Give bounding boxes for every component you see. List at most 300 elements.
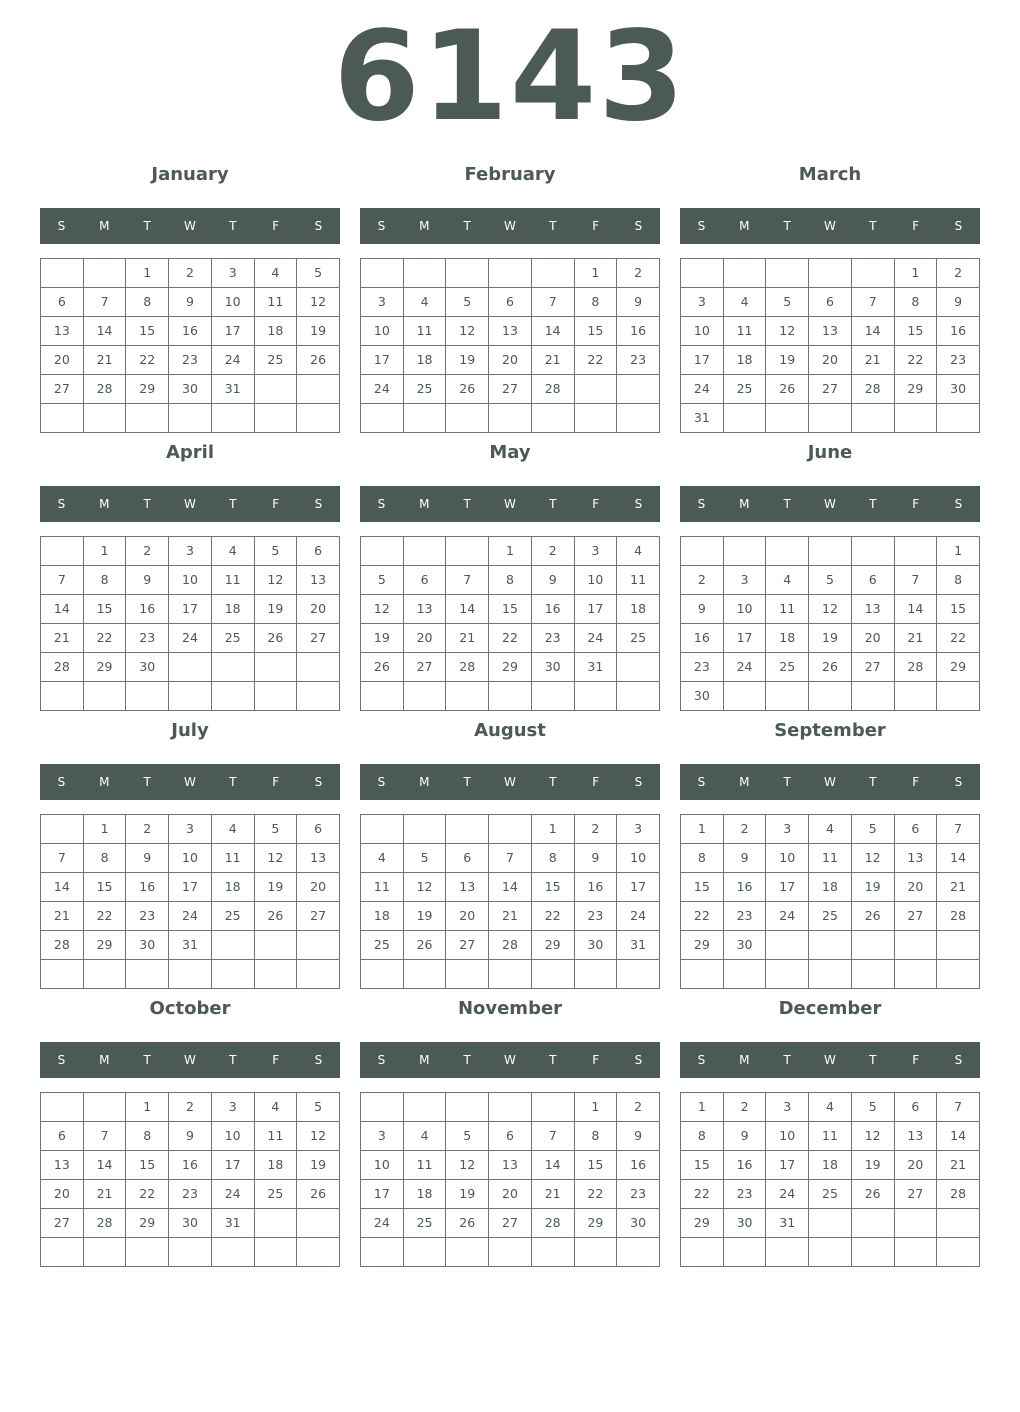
weekday-header: W	[504, 219, 516, 233]
day-cell: 17	[169, 595, 212, 624]
day-cell: 15	[681, 873, 724, 902]
weekday-header-bar	[360, 208, 660, 244]
day-cell: 3	[169, 537, 212, 566]
day-cell: 8	[83, 844, 126, 873]
day-cell	[83, 682, 126, 711]
weekday-header: M	[99, 775, 110, 789]
week-row	[41, 815, 340, 844]
day-cell: 21	[531, 1180, 574, 1209]
day-cell: 30	[169, 375, 212, 404]
day-cell	[766, 537, 809, 566]
day-cell	[83, 404, 126, 433]
day-cell: 15	[126, 317, 169, 346]
day-cell	[766, 931, 809, 960]
day-cell	[937, 404, 980, 433]
day-cell: 30	[574, 931, 617, 960]
day-cell: 9	[126, 566, 169, 595]
day-cell: 17	[574, 595, 617, 624]
day-cell: 14	[937, 1122, 980, 1151]
weekday-header: T	[143, 497, 151, 511]
day-cell: 12	[254, 844, 297, 873]
week-row	[41, 931, 340, 960]
day-cell: 30	[617, 1209, 660, 1238]
day-cell: 30	[126, 931, 169, 960]
day-cell: 8	[894, 288, 937, 317]
day-cell	[937, 960, 980, 989]
week-row	[681, 1180, 980, 1209]
day-cell	[126, 404, 169, 433]
day-cell: 29	[574, 1209, 617, 1238]
day-cell: 23	[126, 902, 169, 931]
day-cell	[126, 960, 169, 989]
day-cell	[361, 815, 404, 844]
weekday-header: T	[549, 775, 557, 789]
week-row	[361, 682, 660, 711]
day-cell: 10	[766, 844, 809, 873]
day-cell	[851, 682, 894, 711]
day-cell	[681, 537, 724, 566]
week-row	[681, 931, 980, 960]
day-cell: 23	[681, 653, 724, 682]
day-cell: 13	[41, 1151, 84, 1180]
day-cell: 12	[297, 1122, 340, 1151]
month-name: November	[457, 998, 563, 1019]
day-cell: 4	[254, 259, 297, 288]
day-cell: 20	[41, 346, 84, 375]
day-cell: 26	[297, 1180, 340, 1209]
day-cell: 2	[531, 537, 574, 566]
day-cell: 4	[403, 288, 446, 317]
day-cell: 22	[574, 346, 617, 375]
weekday-header: T	[463, 1053, 471, 1067]
weekday-header-bar	[40, 764, 340, 800]
day-cell: 9	[617, 288, 660, 317]
day-grid	[40, 258, 340, 433]
day-cell	[211, 682, 254, 711]
day-cell: 3	[211, 259, 254, 288]
day-cell: 12	[254, 566, 297, 595]
day-cell	[574, 960, 617, 989]
day-cell	[403, 537, 446, 566]
day-cell: 23	[574, 902, 617, 931]
day-cell: 13	[297, 566, 340, 595]
day-cell: 9	[937, 288, 980, 317]
day-cell: 12	[446, 1151, 489, 1180]
day-cell	[403, 404, 446, 433]
week-row	[681, 537, 980, 566]
day-grid	[360, 814, 660, 989]
day-cell: 10	[617, 844, 660, 873]
day-cell: 7	[937, 1093, 980, 1122]
day-grid	[360, 1092, 660, 1267]
day-cell: 22	[83, 902, 126, 931]
day-cell	[766, 404, 809, 433]
day-cell: 24	[361, 375, 404, 404]
day-cell: 6	[41, 1122, 84, 1151]
weekday-header: T	[783, 775, 791, 789]
day-cell: 15	[489, 595, 532, 624]
day-cell	[83, 259, 126, 288]
day-cell: 30	[723, 931, 766, 960]
day-cell: 24	[617, 902, 660, 931]
weekday-header: S	[634, 497, 643, 511]
day-cell: 2	[574, 815, 617, 844]
day-cell	[894, 1209, 937, 1238]
day-cell: 11	[809, 1122, 852, 1151]
weekday-header-bar	[680, 764, 980, 800]
day-grid	[680, 1092, 980, 1267]
day-cell: 5	[766, 288, 809, 317]
day-cell: 29	[489, 653, 532, 682]
day-cell	[297, 1209, 340, 1238]
weekday-header: S	[377, 1053, 386, 1067]
day-cell	[851, 537, 894, 566]
week-row	[41, 404, 340, 433]
day-cell: 15	[83, 873, 126, 902]
day-cell: 18	[617, 595, 660, 624]
day-cell: 2	[723, 815, 766, 844]
day-cell: 28	[937, 902, 980, 931]
day-cell	[617, 960, 660, 989]
day-cell: 26	[254, 902, 297, 931]
day-cell	[41, 960, 84, 989]
day-cell: 16	[126, 873, 169, 902]
day-cell: 14	[851, 317, 894, 346]
day-cell: 16	[574, 873, 617, 902]
day-cell: 25	[617, 624, 660, 653]
week-row	[361, 566, 660, 595]
day-cell: 22	[681, 1180, 724, 1209]
day-cell	[723, 960, 766, 989]
day-cell	[894, 960, 937, 989]
day-cell: 25	[361, 931, 404, 960]
day-cell	[574, 404, 617, 433]
weekday-header-bar	[360, 1042, 660, 1078]
day-cell: 20	[297, 595, 340, 624]
day-cell	[617, 1238, 660, 1267]
day-cell: 12	[446, 317, 489, 346]
day-cell: 5	[361, 566, 404, 595]
day-cell: 13	[446, 873, 489, 902]
week-row	[361, 653, 660, 682]
week-row	[681, 1209, 980, 1238]
day-cell: 7	[937, 815, 980, 844]
day-cell	[531, 682, 574, 711]
week-row	[681, 653, 980, 682]
week-row	[361, 873, 660, 902]
weekday-header-bar	[680, 1042, 980, 1078]
day-cell: 30	[169, 1209, 212, 1238]
day-cell: 1	[574, 259, 617, 288]
day-cell	[446, 404, 489, 433]
day-cell: 11	[254, 288, 297, 317]
weekday-header: S	[954, 219, 963, 233]
day-cell: 5	[254, 815, 297, 844]
day-cell: 23	[723, 902, 766, 931]
day-cell: 17	[169, 873, 212, 902]
day-cell	[403, 1238, 446, 1267]
weekday-header: F	[592, 1053, 600, 1067]
week-row	[41, 595, 340, 624]
day-cell	[937, 682, 980, 711]
week-row	[681, 317, 980, 346]
day-cell	[41, 1238, 84, 1267]
weekday-header: S	[57, 219, 66, 233]
day-cell: 3	[766, 1093, 809, 1122]
day-cell: 18	[766, 624, 809, 653]
day-cell	[617, 682, 660, 711]
day-cell	[617, 653, 660, 682]
day-cell: 6	[851, 566, 894, 595]
day-cell: 26	[446, 1209, 489, 1238]
weekday-header: M	[99, 1053, 110, 1067]
day-cell: 21	[41, 624, 84, 653]
day-cell	[531, 259, 574, 288]
day-cell: 18	[211, 873, 254, 902]
day-grid	[40, 536, 340, 711]
day-cell: 27	[41, 1209, 84, 1238]
day-cell: 26	[446, 375, 489, 404]
day-cell: 8	[574, 288, 617, 317]
day-cell: 31	[211, 1209, 254, 1238]
weekday-header: S	[634, 219, 643, 233]
week-row	[361, 1122, 660, 1151]
day-cell: 11	[211, 566, 254, 595]
weekday-header: M	[419, 1053, 430, 1067]
day-cell: 21	[531, 346, 574, 375]
weekday-header: T	[549, 219, 557, 233]
day-cell: 17	[361, 1180, 404, 1209]
week-row	[361, 960, 660, 989]
day-cell: 12	[851, 1122, 894, 1151]
day-grid	[40, 1092, 340, 1267]
day-cell: 20	[297, 873, 340, 902]
weekday-header: T	[549, 1053, 557, 1067]
day-cell: 20	[489, 1180, 532, 1209]
month-name: December	[778, 998, 882, 1019]
day-cell	[254, 931, 297, 960]
day-cell: 15	[83, 595, 126, 624]
day-cell: 2	[169, 1093, 212, 1122]
day-cell	[489, 259, 532, 288]
day-cell: 16	[169, 1151, 212, 1180]
day-cell: 28	[894, 653, 937, 682]
day-cell	[83, 960, 126, 989]
day-cell: 28	[41, 653, 84, 682]
weekday-header: T	[869, 219, 877, 233]
day-cell: 28	[937, 1180, 980, 1209]
day-cell: 17	[361, 346, 404, 375]
day-cell: 1	[83, 537, 126, 566]
day-cell: 18	[403, 1180, 446, 1209]
day-cell	[169, 682, 212, 711]
weekday-header: S	[697, 1053, 706, 1067]
day-cell: 1	[894, 259, 937, 288]
day-cell: 27	[41, 375, 84, 404]
day-cell	[851, 960, 894, 989]
day-cell: 16	[169, 317, 212, 346]
day-cell: 24	[169, 902, 212, 931]
day-cell: 25	[403, 1209, 446, 1238]
weekday-header: S	[314, 775, 323, 789]
month-name: March	[798, 164, 862, 185]
day-cell: 19	[297, 1151, 340, 1180]
weekday-header: F	[272, 219, 280, 233]
day-cell: 6	[489, 288, 532, 317]
day-cell: 3	[766, 815, 809, 844]
weekday-header: S	[954, 775, 963, 789]
weekday-header: T	[229, 497, 237, 511]
week-row	[41, 1209, 340, 1238]
day-grid	[680, 258, 980, 433]
day-cell: 19	[254, 595, 297, 624]
day-cell: 1	[489, 537, 532, 566]
day-cell	[489, 815, 532, 844]
weekday-header-bar	[40, 1042, 340, 1078]
day-cell: 3	[361, 288, 404, 317]
day-cell: 12	[403, 873, 446, 902]
day-cell: 2	[937, 259, 980, 288]
day-cell: 19	[809, 624, 852, 653]
day-cell	[531, 404, 574, 433]
weekday-header: M	[739, 219, 750, 233]
day-cell: 15	[574, 1151, 617, 1180]
day-cell	[809, 1238, 852, 1267]
day-cell: 16	[723, 873, 766, 902]
day-cell: 22	[937, 624, 980, 653]
weekday-header: M	[419, 219, 430, 233]
day-cell: 14	[531, 317, 574, 346]
month-name: April	[165, 442, 215, 463]
week-row	[361, 624, 660, 653]
day-cell: 9	[723, 1122, 766, 1151]
week-row	[681, 902, 980, 931]
day-grid	[360, 536, 660, 711]
day-cell: 1	[531, 815, 574, 844]
day-cell: 28	[83, 375, 126, 404]
month-name: June	[807, 442, 853, 463]
day-cell	[851, 259, 894, 288]
week-row	[41, 844, 340, 873]
day-cell: 11	[766, 595, 809, 624]
week-row	[681, 682, 980, 711]
day-cell: 29	[937, 653, 980, 682]
weekday-header: M	[99, 497, 110, 511]
day-cell	[169, 653, 212, 682]
day-cell: 6	[894, 815, 937, 844]
day-cell: 10	[766, 1122, 809, 1151]
day-cell: 3	[574, 537, 617, 566]
weekday-header: T	[869, 497, 877, 511]
day-cell: 11	[361, 873, 404, 902]
day-cell: 23	[126, 624, 169, 653]
day-cell: 11	[254, 1122, 297, 1151]
day-cell: 4	[809, 1093, 852, 1122]
weekday-header: T	[143, 219, 151, 233]
day-cell: 28	[41, 931, 84, 960]
week-row	[681, 566, 980, 595]
week-row	[41, 317, 340, 346]
weekday-header: T	[783, 1053, 791, 1067]
month-name: September	[774, 720, 886, 741]
weekday-header: W	[184, 497, 196, 511]
day-cell	[489, 682, 532, 711]
day-cell: 18	[809, 1151, 852, 1180]
day-cell	[851, 1209, 894, 1238]
day-cell: 17	[766, 873, 809, 902]
day-cell: 22	[126, 346, 169, 375]
day-grid	[680, 814, 980, 989]
day-cell: 29	[681, 1209, 724, 1238]
day-cell: 14	[937, 844, 980, 873]
day-cell: 29	[531, 931, 574, 960]
day-cell: 19	[851, 873, 894, 902]
day-cell: 2	[169, 259, 212, 288]
day-cell: 18	[211, 595, 254, 624]
day-cell	[297, 960, 340, 989]
day-cell	[403, 815, 446, 844]
day-cell: 11	[723, 317, 766, 346]
weekday-header: W	[824, 775, 836, 789]
day-cell	[723, 682, 766, 711]
day-cell: 3	[681, 288, 724, 317]
week-row	[681, 624, 980, 653]
day-cell: 1	[126, 259, 169, 288]
day-cell: 27	[489, 1209, 532, 1238]
day-cell: 15	[937, 595, 980, 624]
day-cell: 8	[489, 566, 532, 595]
day-cell: 11	[403, 317, 446, 346]
day-cell: 30	[937, 375, 980, 404]
weekday-header: M	[99, 219, 110, 233]
week-row	[681, 1151, 980, 1180]
day-cell: 27	[403, 653, 446, 682]
day-grid	[680, 536, 980, 711]
weekday-header: S	[377, 219, 386, 233]
weekday-header: S	[314, 219, 323, 233]
day-cell: 6	[297, 537, 340, 566]
day-cell: 28	[531, 375, 574, 404]
weekday-header-bar	[40, 486, 340, 522]
week-row	[361, 375, 660, 404]
day-cell: 26	[361, 653, 404, 682]
day-cell	[297, 931, 340, 960]
day-cell: 15	[531, 873, 574, 902]
day-cell	[126, 682, 169, 711]
weekday-header: M	[419, 775, 430, 789]
day-cell	[937, 1238, 980, 1267]
day-cell	[297, 1238, 340, 1267]
day-cell	[211, 653, 254, 682]
day-cell: 9	[681, 595, 724, 624]
weekday-header: F	[912, 775, 920, 789]
day-cell: 4	[723, 288, 766, 317]
day-cell	[83, 1238, 126, 1267]
day-cell: 25	[211, 624, 254, 653]
week-row	[681, 815, 980, 844]
weekday-header: S	[634, 1053, 643, 1067]
week-row	[361, 1093, 660, 1122]
day-cell	[809, 960, 852, 989]
day-cell	[851, 1238, 894, 1267]
weekday-header: F	[912, 1053, 920, 1067]
day-cell: 5	[297, 1093, 340, 1122]
day-cell: 8	[126, 1122, 169, 1151]
day-cell: 12	[766, 317, 809, 346]
week-row	[41, 537, 340, 566]
week-row	[41, 288, 340, 317]
day-cell: 20	[894, 1151, 937, 1180]
